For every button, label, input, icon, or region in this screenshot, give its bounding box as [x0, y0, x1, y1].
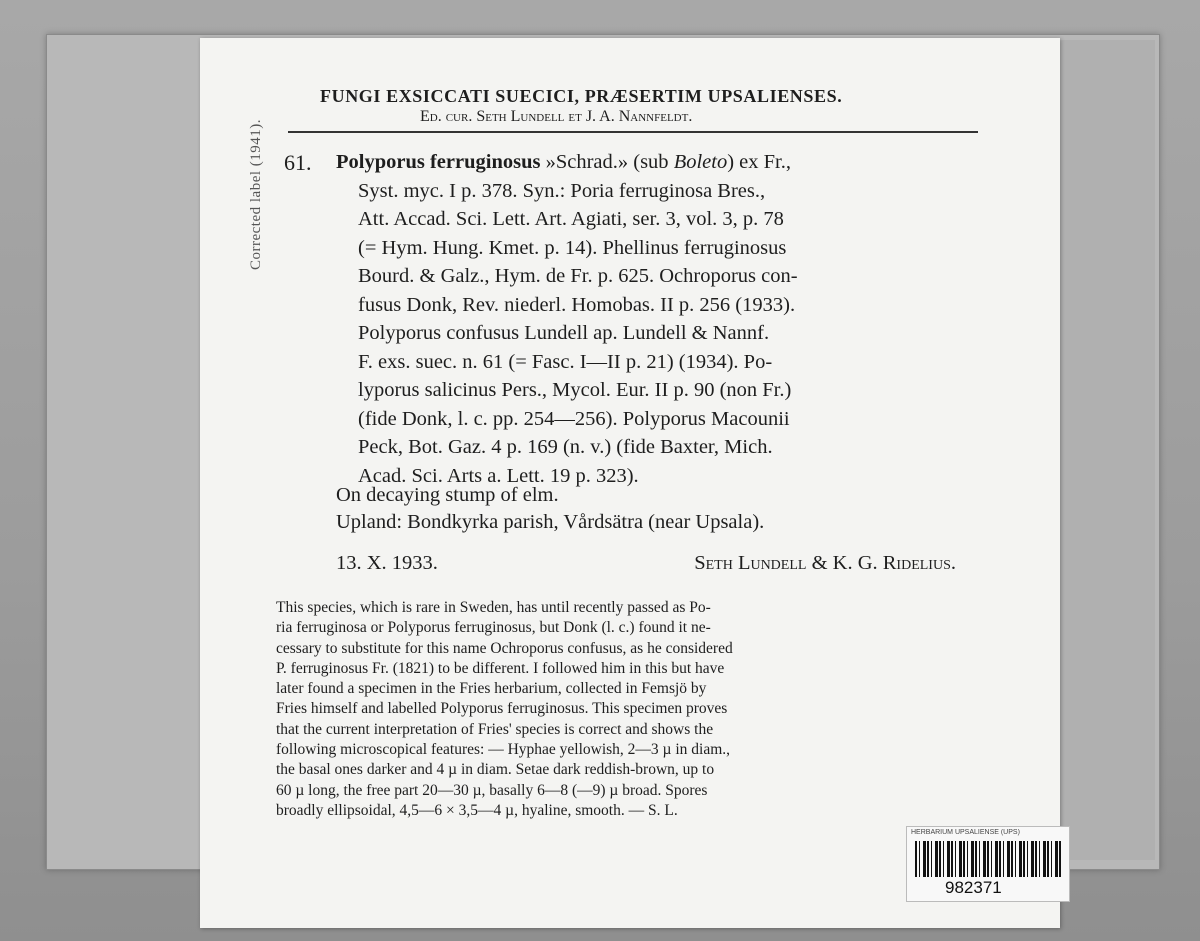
synonym-line: (= Hym. Hung. Kmet. p. 14). Phellinus ferruginosus [358, 236, 787, 259]
header-divider [288, 131, 978, 133]
collection-place: Upland: Bondkyrka parish, Vårdsätra (near Upsala). [336, 511, 765, 533]
side-note: Corrected label (1941). [248, 118, 264, 270]
synonym-line: Bourd. & Galz., Hym. de Fr. p. 625. Ochroporus con- [358, 265, 798, 287]
label-title: FUNGI EXSICCATI SUECICI, PRÆSERTIM UPSALIENSES. [320, 86, 843, 106]
synonym-line: fusus Donk, Rev. niederl. Homobas. II p. 256 (1933). [358, 293, 796, 316]
collection-date: 13. X. 1933. [336, 552, 438, 574]
synonym-line: Peck, Bot. Gaz. 4 p. 169 (n. v.) (fide Baxter, Mich. [358, 436, 773, 458]
barcode-icon [915, 841, 1061, 877]
collection-row [336, 552, 956, 580]
synonym-line: lyporus salicinus Pers., Mycol. Eur. II p. 90 (non Fr.) [358, 379, 792, 401]
locality-block [336, 482, 976, 536]
note-line: 60 µ long, the free part 20—30 µ, basally 6—8 (—9) µ broad. Spores [276, 781, 708, 799]
synonym-line: F. exs. suec. n. 61 (= Fasc. I—II p. 21) (1934). Po- [358, 350, 773, 373]
collectors: Seth Lundell & K. G. Ridelius. [694, 552, 956, 574]
note-line: broadly ellipsoidal, 4,5—6 × 3,5—4 µ, hyaline, smooth. — S. L. [276, 801, 678, 819]
barcode-label [906, 826, 1070, 902]
note-line: the basal ones darker and 4 µ in diam. Setae dark reddish-brown, up to [276, 761, 715, 779]
note-line: This species, which is rare in Sweden, has until recently passed as Po- [276, 599, 711, 616]
synonym-line: Polyporus confusus Lundell ap. Lundell & Nannf. [358, 322, 770, 344]
folder-flap [1058, 40, 1155, 860]
synonym-line: (fide Donk, l. c. pp. 254—256). Polyporus Macounii [358, 407, 790, 430]
entry-number: 61. [284, 150, 312, 175]
note-line: later found a specimen in the Fries herbarium, collected in Femsjö by [276, 680, 707, 698]
barcode-number: 982371 [945, 878, 1002, 897]
basionym-genus: Boleto [673, 151, 728, 173]
taxonomic-notes [276, 598, 982, 821]
taxon-author-text: »Schrad.» (sub [540, 151, 674, 173]
substrate: On decaying stump of elm. [336, 484, 559, 506]
note-line: following microscopical features: — Hyphae yellowish, 2—3 µ in diam., [276, 741, 731, 759]
synonym-line: Acad. Sci. Arts a. Lett. 19 p. 323). [358, 464, 639, 487]
synonym-line: Att. Accad. Sci. Lett. Art. Agiati, ser. 3, vol. 3, p. 78 [358, 208, 784, 230]
label-editors: Ed. cur. Seth Lundell et J. A. Nannfeldt. [420, 108, 693, 125]
taxon-author-text-end: ) ex Fr., [727, 151, 791, 173]
synonym-line: Syst. myc. I p. 378. Syn.: Poria ferruginosa Bres., [358, 179, 766, 202]
note-line: Fries himself and labelled Polyporus ferruginosus. This specimen proves [276, 700, 728, 718]
note-line: that the current interpretation of Fries' species is correct and shows the [276, 720, 714, 738]
note-line: ria ferruginosa or Polyporus ferruginosus, but Donk (l. c.) found it ne- [276, 619, 711, 637]
taxon-description [336, 148, 986, 490]
taxon-name: Polyporus ferruginosus [336, 151, 541, 173]
barcode-header: HERBARIUM UPSALIENSE (UPS) [911, 829, 1020, 836]
note-line: cessary to substitute for this name Ochroporus confusus, as he considered [276, 639, 733, 657]
note-line: P. ferruginosus Fr. (1821) to be different. I followed him in this but have [276, 659, 725, 677]
